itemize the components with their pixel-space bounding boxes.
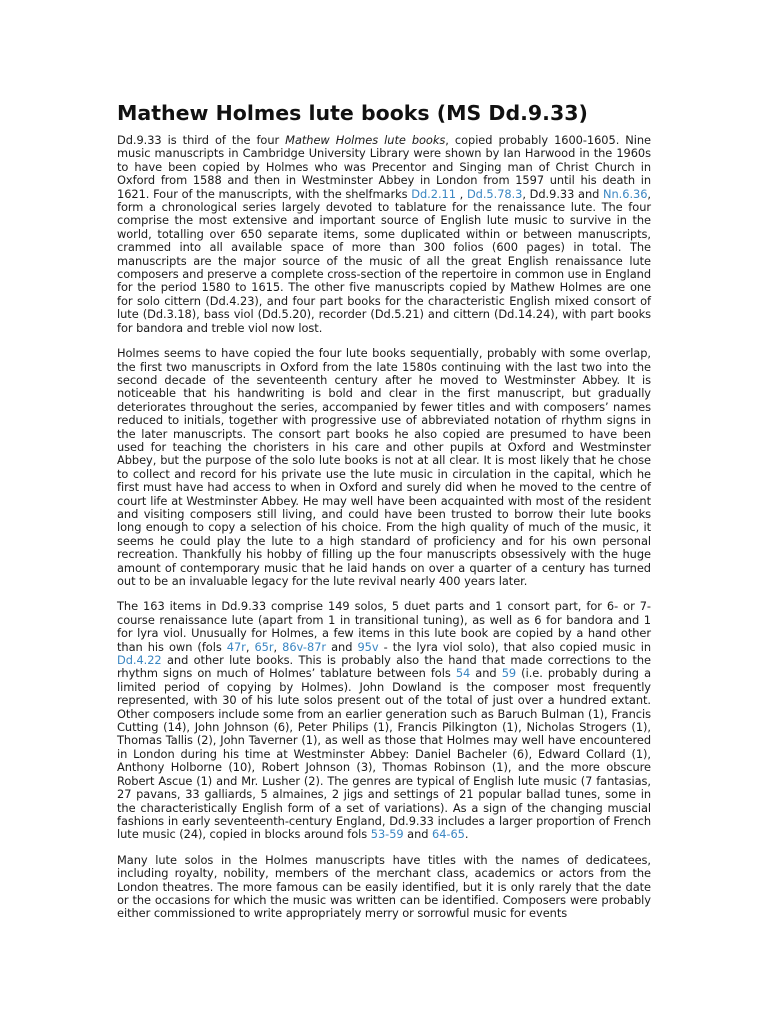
link-nn-6-36[interactable]: Nn.6.36 xyxy=(603,186,648,201)
text-span: The 163 items in Dd.9.33 comprise 149 solos, 5 duet parts and 1 consort part, for 6- or 7-course renaissance lute (apart from 1 in transitional tuning), as well as 6 for bandora and 1 for lyra viol. Unusually for Holmes, a few items in this lute book are copied by a hand other than his own (fols xyxy=(117,599,651,654)
text-span: and other lute books. This is probably also the hand that made corrections to the rhythm signs on much of Holmes’ tablature between fols xyxy=(117,653,651,681)
link-dd-4-22[interactable]: Dd.4.22 xyxy=(117,653,162,668)
text-span: and xyxy=(326,639,358,654)
text-span: - the lyra viol solo), that also copied music in xyxy=(378,639,651,654)
paragraph-items xyxy=(117,600,651,841)
text-span: , xyxy=(455,186,467,201)
link-fols-53-59[interactable]: 53-59 xyxy=(370,827,404,842)
link-dd-5-78-3[interactable]: Dd.5.78.3 xyxy=(466,186,523,201)
book-title-italic: Mathew Holmes lute books xyxy=(285,133,446,147)
link-fol-47r[interactable]: 47r xyxy=(226,639,246,654)
text-span: (i.e. probably during a limited period of copying by Holmes). John Dowland is the composer most frequently represented, with 30 of his lute solos present out of the total of just over a hundred extant. Other composers include some from an earlier generation such as Baruch Bulman (1), Francis Cutting (14), John Johnson (6), Peter Philips (1), Francis Pilkington (1), Nicholas Strogers (1), Thomas Tallis (2), John Taverner (1), as well as those that Holmes may well have encountered in London during his time at Westminster Abbey: Daniel Bacheler (6), Edward Collard (1), Anthony Holborne (10), Robert Johnson (3), Thomas Robinson (1), and the more obscure Robert Ascue (1) and Mr. Lusher (2). The genres are typical of English lute music (7 fantasias, 27 pavans, 33 galliards, 5 almaines, 2 jigs and settings of 21 popular ballad tunes, some in the characteristically English form of a set of variations). As a sign of the changing muscial fashions in early seventeenth-century England, Dd.9.33 includes a larger proportion of French lute music (24), copied in blocks around fols xyxy=(117,666,652,842)
text-span: . xyxy=(464,827,469,842)
paragraph-dedicatees: Many lute solos in the Holmes manuscripts have titles with the names of dedicatees, including royalty, nobility, members of the merchant class, academics or actors from the London theatres. The more famous can be easily identified, but it is only rarely that the date or the occasions for which the music was written can be identified. Composers were probably either commissioned to write appropriately merry or sorrowful music for events xyxy=(117,852,651,921)
text-span: , xyxy=(273,639,283,654)
page-title: Mathew Holmes lute books (MS Dd.9.33) xyxy=(117,101,588,125)
text-span: and xyxy=(470,666,502,681)
link-fol-95v[interactable]: 95v xyxy=(357,639,379,654)
link-fol-65r[interactable]: 65r xyxy=(254,639,274,654)
link-fol-54[interactable]: 54 xyxy=(455,666,471,681)
paragraph-intro xyxy=(117,134,651,335)
paragraph-holmes-copying: Holmes seems to have copied the four lute books sequentially, probably with some overlap, the first two manuscripts in Oxford from the late 1580s continuing with the last two into the second decade of the seventeenth century after he moved to Westminster Abbey. It is noticeable that his handwriting is bold and clear in the first manuscript, but gradually deteriorates throughout the series, accompanied by fewer titles and with composers’ names reduced to initials, together with progressive use of abbreviated notation of rhythm signs in the later manuscripts. The consort part books he also copied are presumed to have been used for teaching the choristers in his care and other pupils at Oxford and Westminster Abbey, but the purpose of the solo lute books is not at all clear. It is most likely that he chose to collect and record for his private use the lute music in circulation in the capital, which he first must have had access to when in Oxford and surely did when he moved to the centre of court life at Westminster Abbey. He may well have been acquainted with most of the resident and visiting composers still living, and could have been trusted to borrow their lute books long enough to copy a selection of his choice. From the high quality of much of the music, it seems he could play the lute to a high standard of proficiency and for his own personal recreation. Thankfully his hobby of filling up the four manuscripts obsessively with the huge amount of contemporary music that he laid hands on over a quarter of a century has turned out to be an invaluable legacy for the lute revival nearly 400 years later. xyxy=(117,346,651,588)
link-fols-64-65[interactable]: 64-65 xyxy=(432,827,465,842)
text-span: , copied probably 1600-1605. Nine music manuscripts in Cambridge University Library were shown by Ian Harwood in the 1960s to have been copied by Holmes who was Precentor and Singing man of Christ Church in Oxford from 1588 and then in Westminster Abbey in London from 1597 until his death in 1621. Four of the manuscripts, with the shelfmarks xyxy=(117,133,652,201)
text-span: , Dd.9.33 and xyxy=(522,186,604,201)
text-span: , form a chronological series largely devoted to tablature for the renaissance lute. The four comprise the most extensive and important source of English lute music to survive in the world, totalling over 650 separate items, some duplicated within or between manuscripts, crammed into all available space of more than 300 folios (600 pages) in total. The manuscripts are the major source of the music of all the great English renaissance lute composers and preserve a complete cross-section of the repertoire in common use in England for the period 1580 to 1615. The other five manuscripts copied by Mathew Holmes are one for solo cittern (Dd.4.23), and four part books for the characteristic English mixed consort of lute (Dd.3.18), bass viol (Dd.5.20), recorder (Dd.5.21) and cittern (Dd.14.24), with part books for bandora and treble viol now lost. xyxy=(117,186,651,335)
text-span: , xyxy=(245,639,255,654)
link-fol-59[interactable]: 59 xyxy=(501,666,517,681)
link-dd-2-11[interactable]: Dd.2.11 xyxy=(411,186,456,201)
link-fol-86v-87r[interactable]: 86v-87r xyxy=(282,639,327,654)
text-span: Dd.9.33 is third of the four xyxy=(117,133,286,147)
text-span: and xyxy=(403,827,433,842)
